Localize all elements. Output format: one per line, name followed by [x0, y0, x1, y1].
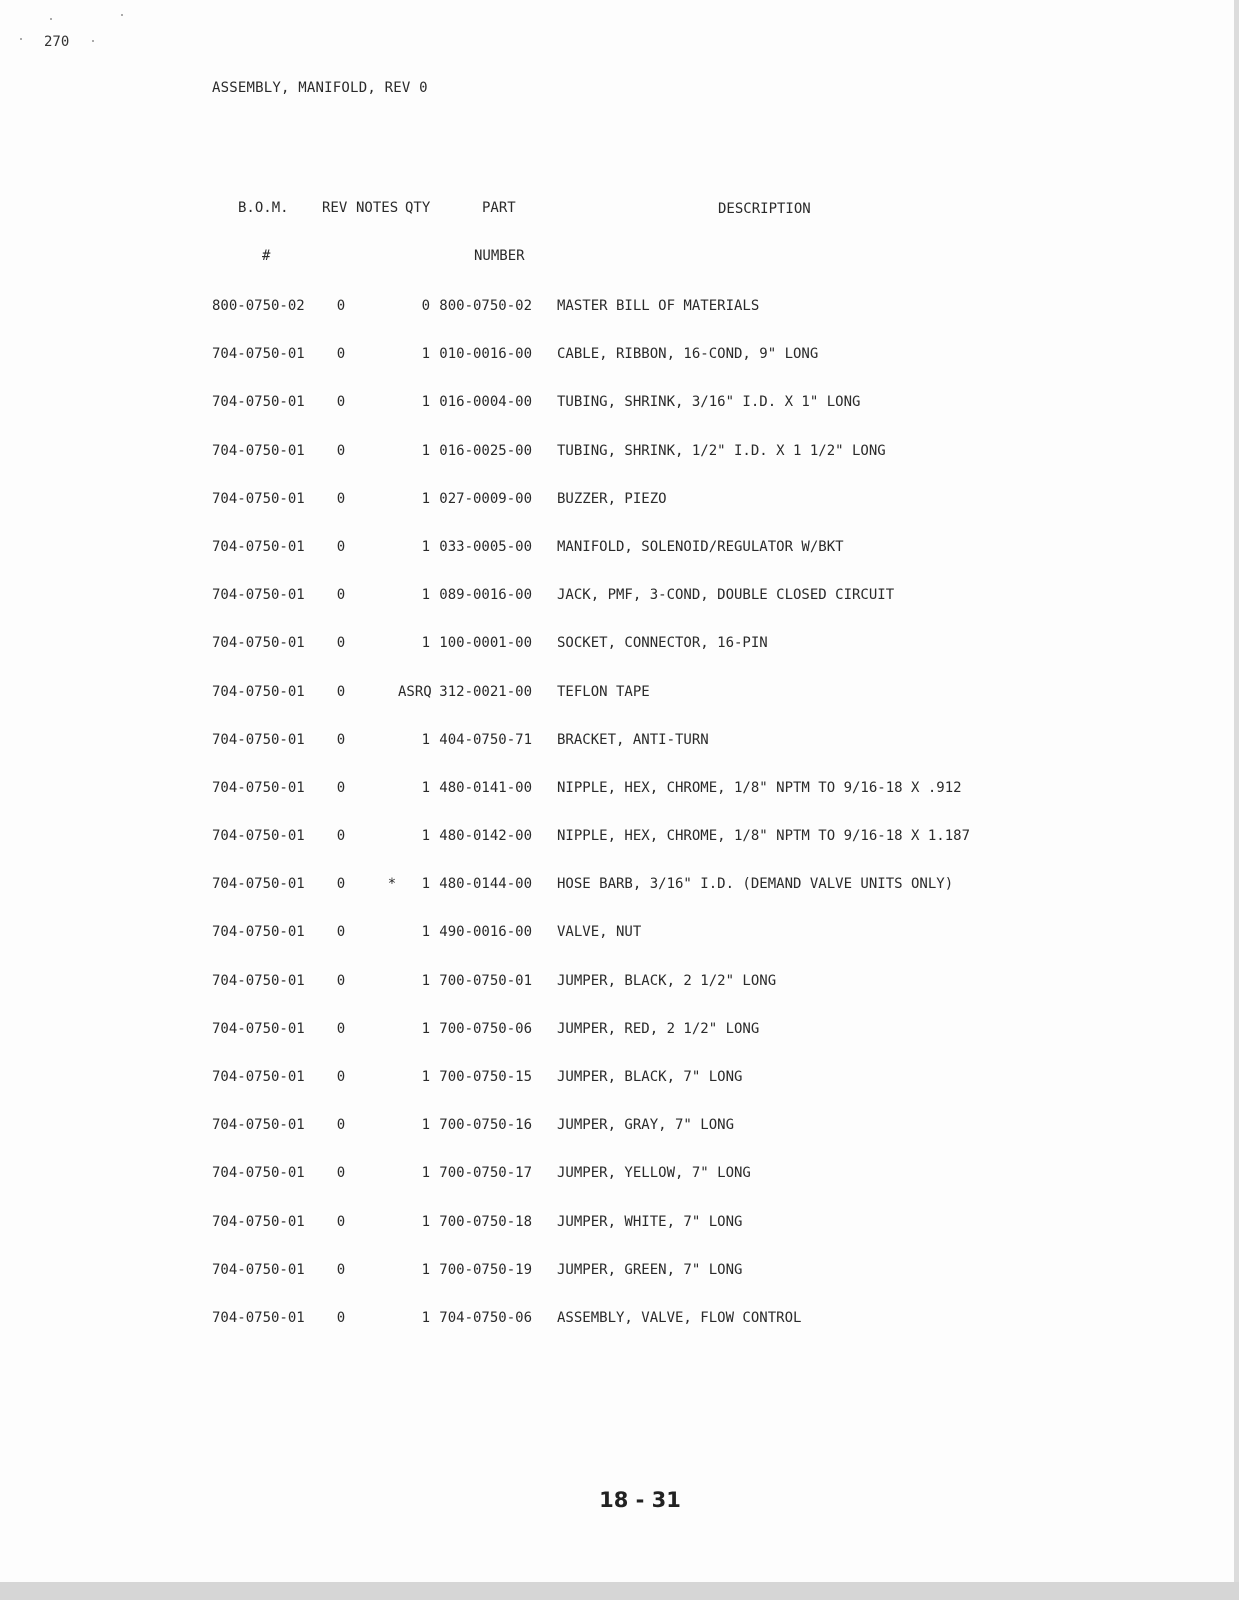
bom-cell: 704-0750-01 [212, 731, 305, 748]
rev-cell: 0 [336, 1261, 346, 1278]
rev-cell: 0 [336, 683, 346, 700]
header-part: PART [482, 200, 516, 216]
rev-cell: 0 [336, 298, 346, 314]
table-row [0, 1069, 1234, 1117]
part-number-cell: 016-0025-00 [439, 442, 532, 459]
rev-cell: 0 [336, 924, 346, 941]
table-row [0, 780, 1234, 828]
bom-cell: 704-0750-01 [212, 779, 305, 796]
bom-cell: 704-0750-01 [212, 587, 305, 604]
part-number-cell: 404-0750-71 [439, 731, 532, 748]
bom-cell: 704-0750-01 [212, 394, 305, 411]
description-cell: JUMPER, WHITE, 7" LONG [557, 1213, 743, 1230]
bom-cell: 704-0750-01 [212, 876, 305, 893]
part-number-cell: 480-0141-00 [439, 779, 532, 796]
scan-speck [20, 38, 22, 40]
rev-cell: 0 [336, 394, 346, 411]
bom-cell: 704-0750-01 [212, 828, 305, 845]
rev-cell: 0 [336, 731, 346, 748]
part-number-cell: 700-0750-16 [439, 1117, 532, 1134]
header-bom-number-sign: # [262, 248, 271, 264]
table-row [0, 587, 1234, 635]
part-number-cell: 800-0750-02 [439, 298, 532, 314]
header-qty: QTY [405, 200, 431, 216]
header-rev: REV [322, 200, 348, 216]
part-number-cell: 700-0750-15 [439, 1069, 532, 1085]
rev-cell: 0 [336, 1117, 346, 1134]
part-number-cell: 480-0144-00 [439, 876, 532, 893]
scan-speck [121, 14, 123, 16]
description-cell: VALVE, NUT [557, 924, 642, 941]
description-cell: SOCKET, CONNECTOR, 16-PIN [557, 635, 768, 652]
bom-cell: 704-0750-01 [212, 683, 305, 700]
qty-cell: 1 [421, 876, 430, 893]
part-number-cell: 704-0750-06 [439, 1309, 532, 1326]
bom-cell: 704-0750-01 [212, 1020, 305, 1037]
bom-cell: 704-0750-01 [212, 346, 305, 363]
qty-cell: 1 [421, 1165, 430, 1182]
part-number-cell: 312-0021-00 [439, 683, 532, 700]
notes-cell: * [387, 876, 397, 893]
part-number-cell: 480-0142-00 [439, 828, 532, 845]
table-row [0, 1021, 1234, 1069]
rev-cell: 0 [336, 972, 346, 989]
table-row [0, 684, 1234, 732]
part-number-cell: 089-0016-00 [439, 587, 532, 604]
description-cell: HOSE BARB, 3/16" I.D. (DEMAND VALVE UNITS ONLY) [557, 876, 954, 893]
table-row [0, 1310, 1234, 1358]
qty-cell: 1 [421, 538, 430, 555]
part-number-cell: 016-0004-00 [439, 394, 532, 411]
table-row [0, 973, 1234, 1021]
description-cell: TEFLON TAPE [557, 683, 650, 700]
table-row [0, 394, 1234, 442]
rev-cell: 0 [336, 442, 346, 459]
part-number-cell: 027-0009-00 [439, 490, 532, 507]
table-row [0, 876, 1234, 924]
qty-cell: 1 [421, 1117, 430, 1134]
description-cell: JUMPER, GREEN, 7" LONG [557, 1261, 743, 1278]
description-cell: JUMPER, GRAY, 7" LONG [557, 1117, 735, 1134]
table-row [0, 443, 1234, 491]
qty-cell: 1 [421, 828, 430, 845]
table-row [0, 539, 1234, 587]
description-cell: JUMPER, YELLOW, 7" LONG [557, 1165, 751, 1182]
qty-cell: 1 [421, 587, 430, 604]
part-number-cell: 100-0001-00 [439, 635, 532, 652]
bom-cell: 704-0750-01 [212, 635, 305, 652]
bom-cell: 704-0750-01 [212, 1261, 305, 1278]
table-row [0, 732, 1234, 780]
qty-cell: 1 [421, 1020, 430, 1037]
bom-cell: 704-0750-01 [212, 1165, 305, 1182]
header-part-number: NUMBER [474, 248, 525, 264]
qty-cell: 0 [421, 298, 430, 314]
part-number-cell: 033-0005-00 [439, 538, 532, 555]
description-cell: ASSEMBLY, VALVE, FLOW CONTROL [557, 1309, 802, 1326]
part-number-cell: 700-0750-06 [439, 1020, 532, 1037]
rev-cell: 0 [336, 1020, 346, 1037]
header-bom: B.O.M. [238, 200, 289, 216]
scan-bottom-edge [0, 1582, 1239, 1600]
rev-cell: 0 [336, 635, 346, 652]
description-cell: MANIFOLD, SOLENOID/REGULATOR W/BKT [557, 538, 844, 555]
scan-speck [92, 40, 94, 42]
part-number-cell: 490-0016-00 [439, 924, 532, 941]
description-cell: BUZZER, PIEZO [557, 490, 667, 507]
part-number-cell: 700-0750-01 [439, 972, 532, 989]
rev-cell: 0 [336, 1213, 346, 1230]
description-cell: CABLE, RIBBON, 16-COND, 9" LONG [557, 346, 819, 363]
scan-speck [50, 18, 52, 20]
table-row [0, 298, 1234, 346]
part-number-cell: 700-0750-19 [439, 1261, 532, 1278]
qty-cell: 1 [421, 972, 430, 989]
rev-cell: 0 [336, 1165, 346, 1182]
rev-cell: 0 [336, 1309, 346, 1326]
qty-cell: 1 [421, 346, 430, 363]
qty-cell: 1 [421, 635, 430, 652]
qty-cell: 1 [421, 1213, 430, 1230]
table-row [0, 346, 1234, 394]
qty-cell: 1 [421, 1261, 430, 1278]
bom-cell: 704-0750-01 [212, 442, 305, 459]
rev-cell: 0 [336, 1069, 346, 1085]
description-cell: JUMPER, BLACK, 7" LONG [557, 1069, 743, 1085]
table-row [0, 924, 1234, 972]
footer-page-number: 18 - 31 [599, 1488, 681, 1512]
description-cell: TUBING, SHRINK, 3/16" I.D. X 1" LONG [557, 394, 861, 411]
table-row [0, 1165, 1234, 1213]
qty-cell: 1 [421, 924, 430, 941]
part-number-cell: 700-0750-18 [439, 1213, 532, 1230]
bom-cell: 704-0750-01 [212, 972, 305, 989]
rev-cell: 0 [336, 828, 346, 845]
qty-cell: 1 [421, 442, 430, 459]
bom-cell: 704-0750-01 [212, 490, 305, 507]
bom-cell: 704-0750-01 [212, 538, 305, 555]
bom-cell: 800-0750-02 [212, 298, 305, 314]
corner-page-number: 270 [44, 34, 70, 50]
rev-cell: 0 [336, 779, 346, 796]
description-cell: JACK, PMF, 3-COND, DOUBLE CLOSED CIRCUIT [557, 587, 895, 604]
header-description: DESCRIPTION [718, 201, 811, 217]
description-cell: TUBING, SHRINK, 1/2" I.D. X 1 1/2" LONG [557, 442, 886, 459]
bom-cell: 704-0750-01 [212, 1309, 305, 1326]
qty-cell: 1 [421, 394, 430, 411]
rev-cell: 0 [336, 346, 346, 363]
rev-cell: 0 [336, 538, 346, 555]
table-row [0, 1262, 1234, 1310]
bom-cell: 704-0750-01 [212, 1117, 305, 1134]
table-row [0, 1117, 1234, 1165]
rev-cell: 0 [336, 587, 346, 604]
description-cell: JUMPER, BLACK, 2 1/2" LONG [557, 972, 777, 989]
table-row [0, 1214, 1234, 1262]
table-row [0, 635, 1234, 683]
description-cell: MASTER BILL OF MATERIALS [557, 298, 760, 314]
part-number-cell: 700-0750-17 [439, 1165, 532, 1182]
bom-cell: 704-0750-01 [212, 1069, 305, 1085]
qty-cell: 1 [421, 1069, 430, 1085]
document-title: ASSEMBLY, MANIFOLD, REV 0 [212, 80, 428, 96]
description-cell: BRACKET, ANTI-TURN [557, 731, 709, 748]
bom-cell: 704-0750-01 [212, 924, 305, 941]
qty-cell: 1 [421, 490, 430, 507]
bom-table-body [0, 298, 1234, 1358]
description-cell: NIPPLE, HEX, CHROME, 1/8" NPTM TO 9/16-18 X .912 [557, 779, 962, 796]
qty-cell: ASRQ [398, 683, 432, 700]
qty-cell: 1 [421, 731, 430, 748]
part-number-cell: 010-0016-00 [439, 346, 532, 363]
table-row [0, 491, 1234, 539]
bom-cell: 704-0750-01 [212, 1213, 305, 1230]
header-notes: NOTES [356, 200, 399, 216]
rev-cell: 0 [336, 876, 346, 893]
qty-cell: 1 [421, 1309, 430, 1326]
description-cell: JUMPER, RED, 2 1/2" LONG [557, 1020, 760, 1037]
rev-cell: 0 [336, 490, 346, 507]
description-cell: NIPPLE, HEX, CHROME, 1/8" NPTM TO 9/16-18 X 1.187 [557, 828, 971, 845]
qty-cell: 1 [421, 779, 430, 796]
table-row [0, 828, 1234, 876]
